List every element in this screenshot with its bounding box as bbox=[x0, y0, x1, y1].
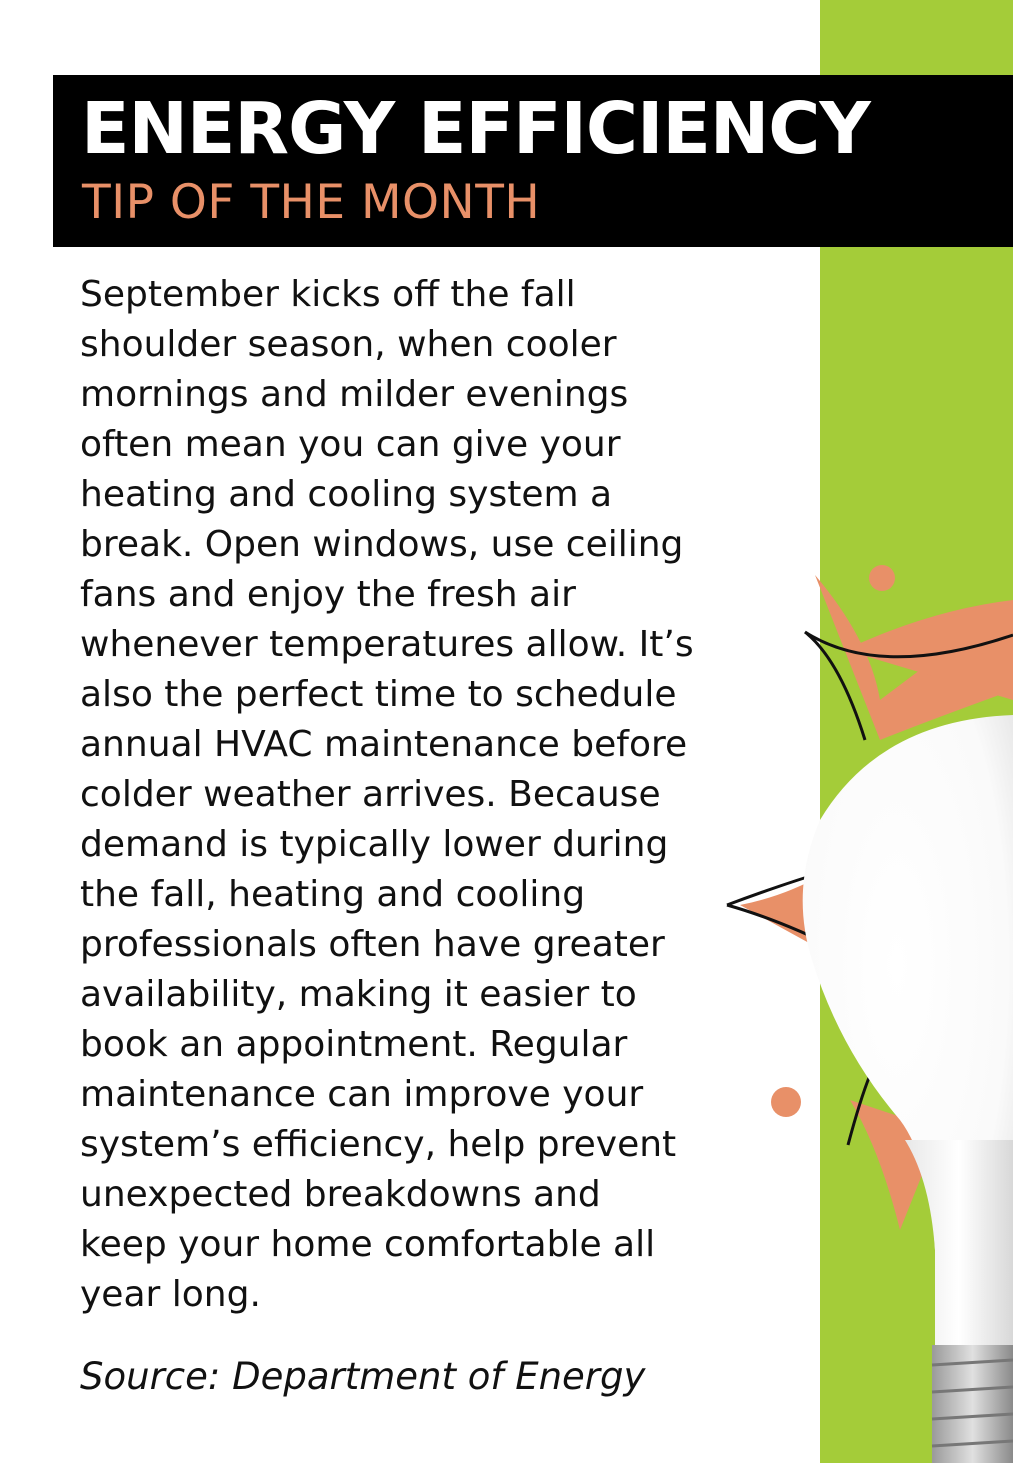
tip-body-line: maintenance can improve your bbox=[80, 1074, 644, 1115]
tip-body-line: annual HVAC maintenance before bbox=[80, 724, 688, 765]
tip-body-line: the fall, heating and cooling bbox=[80, 874, 586, 915]
tip-body-line: demand is typically lower during bbox=[80, 824, 669, 865]
tip-body-line: book an appointment. Regular bbox=[80, 1024, 628, 1065]
title-banner bbox=[53, 75, 1013, 247]
tip-body-line: break. Open windows, use ceiling bbox=[80, 524, 684, 565]
tip-body-line: availability, making it easier to bbox=[80, 974, 637, 1015]
tip-body-line: unexpected breakdowns and bbox=[80, 1174, 601, 1215]
tip-body-line: year long. bbox=[80, 1274, 261, 1315]
tip-body-line: colder weather arrives. Because bbox=[80, 774, 661, 815]
tip-body-line: fans and enjoy the fresh air bbox=[80, 574, 576, 615]
tip-body-line: system’s efficiency, help prevent bbox=[80, 1124, 677, 1165]
tip-body-line: whenever temperatures allow. It’s bbox=[80, 624, 694, 665]
tip-body-line: often mean you can give your bbox=[80, 424, 621, 465]
tip-body-line: heating and cooling system a bbox=[80, 474, 613, 515]
page-subtitle: TIP OF THE MONTH bbox=[82, 175, 541, 230]
tip-body-line: shoulder season, when cooler bbox=[80, 324, 617, 365]
tip-body bbox=[80, 270, 800, 1320]
lightbulb-icon bbox=[803, 715, 1013, 1463]
tip-body-line: mornings and milder evenings bbox=[80, 374, 629, 415]
source-citation: Source: Department of Energy bbox=[80, 1355, 646, 1398]
tip-body-line: keep your home comfortable all bbox=[80, 1224, 656, 1265]
tip-body-line: also the perfect time to schedule bbox=[80, 674, 677, 715]
page-title: ENERGY EFFICIENCY bbox=[81, 87, 870, 170]
tip-body-line: September kicks off the fall bbox=[80, 274, 576, 315]
tip-body-line: professionals often have greater bbox=[80, 924, 665, 965]
